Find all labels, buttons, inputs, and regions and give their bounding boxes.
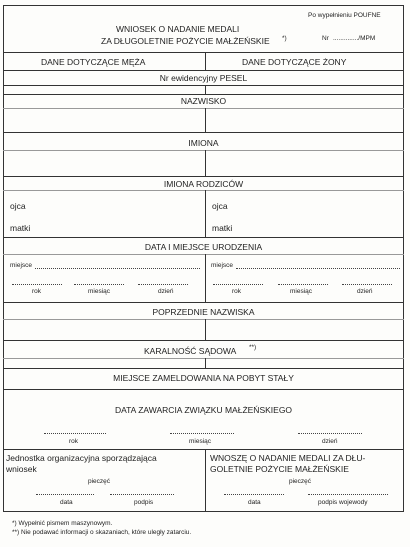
form-title-line1: WNIOSEK O NADANIE MEDALI xyxy=(116,24,240,34)
parents-divider xyxy=(205,190,206,237)
bottom-divider xyxy=(205,449,206,512)
nr-field: ............../MPM xyxy=(333,35,376,42)
marriage-month-label: miesiąc xyxy=(189,438,212,445)
surname-divider xyxy=(205,108,206,132)
wife-year-label: rok xyxy=(232,288,242,295)
wife-birth-year-field[interactable] xyxy=(213,284,263,285)
nr-label: Nr xyxy=(322,35,329,42)
footnote-1 xyxy=(12,520,112,528)
pesel-label: Nr ewidencyjny PESEL xyxy=(159,73,248,83)
rule xyxy=(3,176,404,177)
marriage-day-label: dzień xyxy=(322,438,338,445)
husband-birth-month-field[interactable] xyxy=(74,284,124,285)
right-date-label: data xyxy=(248,499,261,506)
organization-label-line2: wniosek xyxy=(6,464,37,474)
left-stamp-label: pieczęć xyxy=(88,478,111,485)
husband-birth-place-label: miejsce xyxy=(10,262,33,269)
rule xyxy=(3,132,404,133)
birth-divider xyxy=(205,254,206,302)
criminal-divider xyxy=(205,358,206,368)
rule xyxy=(3,449,404,450)
names-label: IMIONA xyxy=(188,138,219,148)
rule xyxy=(3,237,404,238)
rule xyxy=(3,150,404,151)
title-footnote-mark: *) xyxy=(282,35,287,42)
marriage-date-label: DATA ZAWARCIA ZWIĄZKU MAŁŻEŃSKIEGO xyxy=(114,405,293,415)
left-date-field[interactable] xyxy=(36,494,94,495)
footnote-1-text: Wypełnić pismem maszynowym. xyxy=(18,520,113,527)
husband-mother-label: matki xyxy=(10,223,31,233)
criminal-footnote-mark: **) xyxy=(249,344,257,351)
left-signature-field[interactable] xyxy=(110,494,174,495)
husband-column-header: DANE DOTYCZĄCE MĘŻA xyxy=(41,57,146,67)
marriage-year-field[interactable] xyxy=(44,433,106,434)
husband-birth-year-field[interactable] xyxy=(12,284,62,285)
names-divider xyxy=(205,150,206,176)
husband-father-label: ojca xyxy=(10,201,26,211)
rule xyxy=(3,358,404,359)
husband-birth-place-field[interactable] xyxy=(35,268,200,269)
left-signature-label: podpis xyxy=(134,499,154,506)
previous-names-label: POPRZEDNIE NAZWISKA xyxy=(152,307,255,317)
marriage-year-label: rok xyxy=(69,438,79,445)
rule xyxy=(3,94,404,95)
voivode-signature-field[interactable] xyxy=(308,494,388,495)
rule xyxy=(3,389,404,390)
pesel-divider xyxy=(205,85,206,94)
right-stamp-label: pieczęć xyxy=(289,478,312,485)
marriage-day-field[interactable] xyxy=(298,433,362,434)
husband-day-label: dzień xyxy=(158,288,174,295)
wife-birth-day-field[interactable] xyxy=(342,284,392,285)
rule xyxy=(3,368,404,369)
left-date-label: data xyxy=(60,499,73,506)
rule xyxy=(3,52,404,53)
rule xyxy=(3,108,404,109)
footnote-2-text: Nie podawać informacji o skazaniach, które uległy zatarciu. xyxy=(21,529,192,536)
parents-label: IMIONA RODZICÓW xyxy=(163,179,244,189)
wife-mother-label: matki xyxy=(212,223,233,233)
wife-column-header: DANE DOTYCZĄCE ŻONY xyxy=(242,57,347,67)
criminal-record-label: KARALNOŚĆ SĄDOWA xyxy=(144,346,237,356)
right-date-field[interactable] xyxy=(224,494,284,495)
rule xyxy=(3,340,404,341)
wife-birth-place-field[interactable] xyxy=(236,268,400,269)
footnote-2-mark: **) xyxy=(12,529,20,536)
footnote-2 xyxy=(12,529,191,537)
wife-birth-month-field[interactable] xyxy=(278,284,328,285)
organization-label-line1: Jednostka organizacyjna sporządzająca xyxy=(6,453,157,463)
rule xyxy=(3,302,404,303)
request-label-line2: GOLETNIE POŻYCIE MAŁŻEŃSKIE xyxy=(210,464,349,474)
husband-month-label: miesiąc xyxy=(88,288,111,295)
wife-month-label: miesiąc xyxy=(290,288,313,295)
surname-label: NAZWISKO xyxy=(180,96,227,106)
voivode-signature-label: podpis wojewody xyxy=(318,499,368,506)
rule xyxy=(3,190,404,191)
center-divider-top xyxy=(205,52,206,70)
confidential-note: Po wypełnieniu POUFNE xyxy=(308,12,381,19)
previous-names-divider xyxy=(205,319,206,340)
husband-birth-day-field[interactable] xyxy=(138,284,188,285)
wife-birth-place-label: miejsce xyxy=(211,262,234,269)
request-label-line1: WNOSZĘ O NADANIE MEDALI ZA DŁU- xyxy=(210,453,366,463)
form-title-line2: ZA DŁUGOLETNIE POŻYCIE MAŁŻEŃSKIE xyxy=(101,36,270,46)
rule xyxy=(3,319,404,320)
birth-label: DATA I MIEJSCE URODZENIA xyxy=(144,242,263,252)
residence-label: MIEJSCE ZAMELDOWANIA NA POBYT STAŁY xyxy=(113,373,294,383)
husband-year-label: rok xyxy=(32,288,42,295)
wife-day-label: dzień xyxy=(357,288,373,295)
rule xyxy=(3,70,404,71)
wife-father-label: ojca xyxy=(212,201,228,211)
footnote-1-mark: *) xyxy=(12,520,17,527)
rule xyxy=(3,85,404,86)
rule xyxy=(3,254,404,255)
marriage-month-field[interactable] xyxy=(170,433,234,434)
